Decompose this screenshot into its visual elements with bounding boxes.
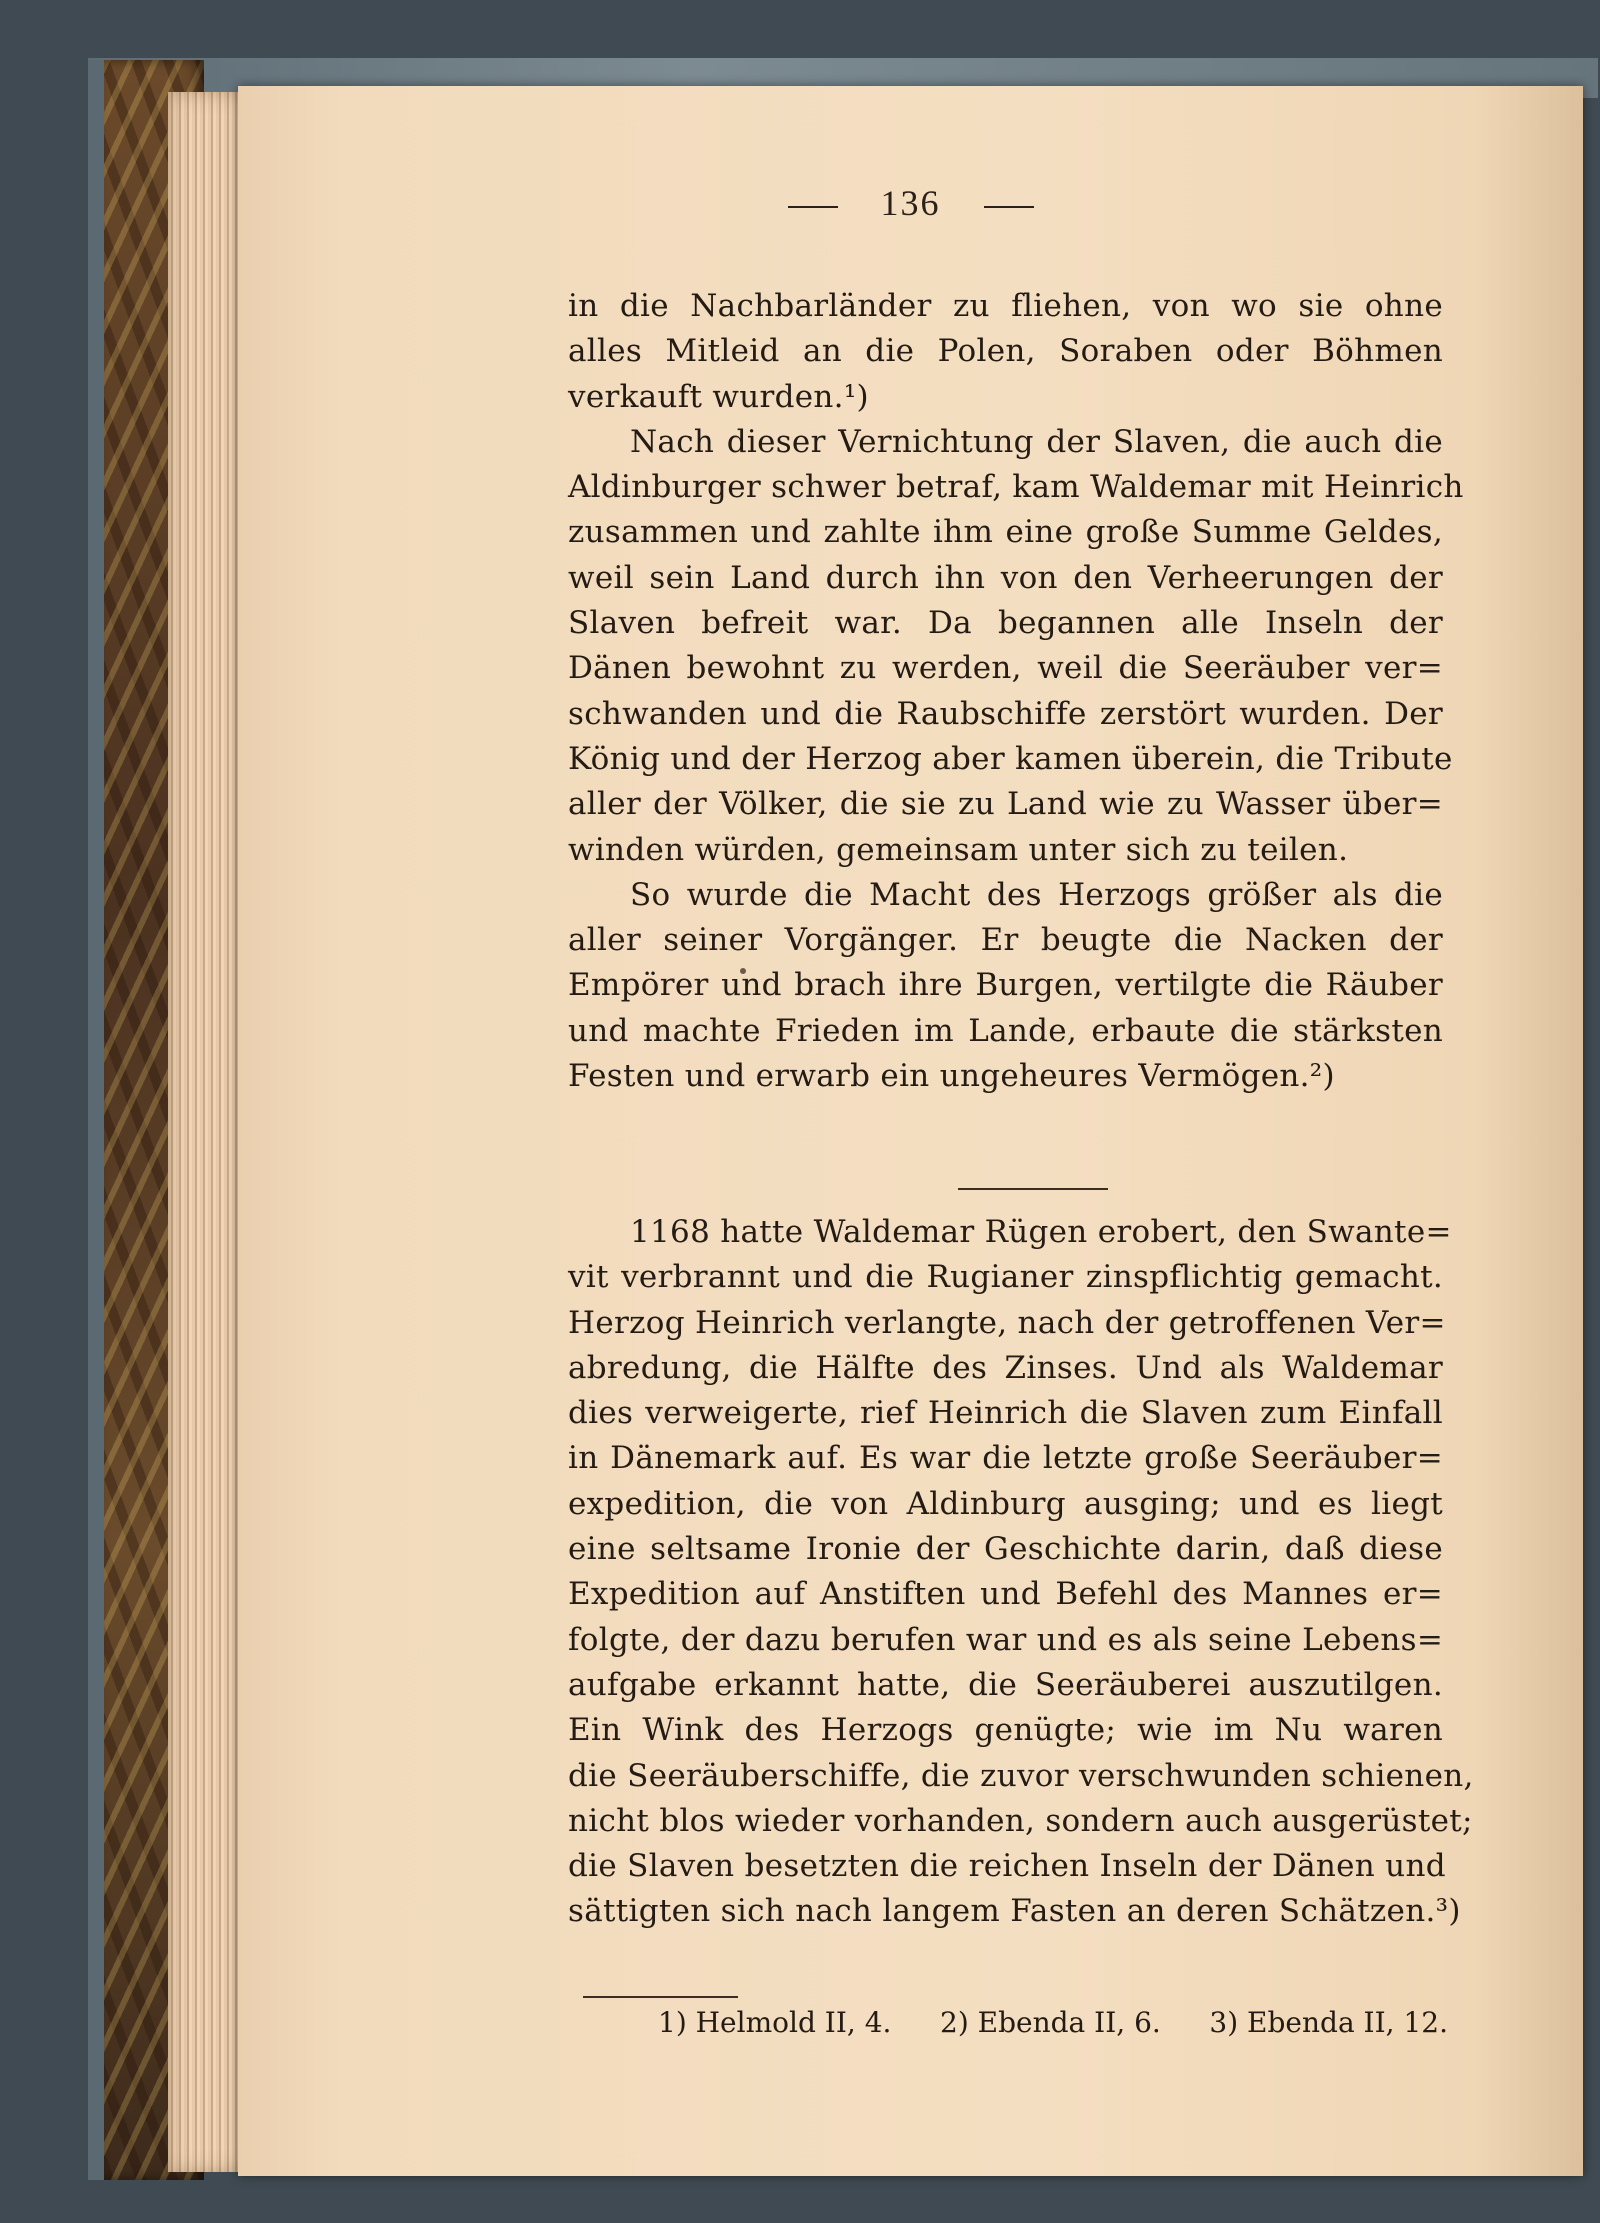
text-line: in Dänemark auf. Es war die letzte große Seeräuber= [568, 1440, 1443, 1477]
section-divider [958, 1188, 1108, 1190]
text-line: expedition, die von Aldinburg ausging; und es liegt [568, 1485, 1443, 1522]
text-line: dies verweigerte, rief Heinrich die Slaven zum Einfall [568, 1395, 1443, 1432]
text-line: Nach dieser Vernichtung der Slaven, die auch die [630, 423, 1443, 460]
text-line: aller der Völker, die sie zu Land wie zu Wasser über= [568, 786, 1443, 823]
second-text-block [568, 1210, 1474, 1935]
footnotes [658, 2006, 1448, 2039]
footnote-1: 1) Helmold II, 4. [658, 2006, 892, 2039]
book-page [238, 86, 1583, 2176]
text-line: und machte Frieden im Lande, erbaute die stärksten [568, 1012, 1443, 1049]
text-line: verkauft wurden.¹) [568, 378, 869, 415]
text-line: zusammen und zahlte ihm eine große Summe Geldes, [568, 514, 1443, 551]
text-line: schwanden und die Raubschiffe zerstört wurden. Der [568, 695, 1443, 732]
footnote-rule [583, 1996, 738, 1998]
text-line: König und der Herzog aber kamen überein, die Tribute [568, 740, 1453, 777]
text-line: vit verbrannt und die Rugianer zinspflichtig gemacht. [568, 1259, 1443, 1296]
text-line: Empörer und brach ihre Burgen, vertilgte die Räuber [568, 967, 1443, 1004]
main-text-block [568, 284, 1464, 1099]
text-line: Expedition auf Anstiften und Befehl des Mannes er= [568, 1576, 1443, 1613]
text-line: So wurde die Macht des Herzogs größer als die [630, 876, 1443, 913]
text-line: aller seiner Vorgänger. Er beugte die Nacken der [568, 922, 1443, 959]
text-line: aufgabe erkannt hatte, die Seeräuberei auszutilgen. [568, 1666, 1443, 1703]
text-line: alles Mitleid an die Polen, Soraben oder Böhmen [568, 333, 1443, 370]
footnote-3: 3) Ebenda II, 12. [1209, 2006, 1448, 2039]
text-line: eine seltsame Ironie der Geschichte darin, daß diese [568, 1531, 1443, 1568]
text-line: Herzog Heinrich verlangte, nach der getroffenen Ver= [568, 1304, 1446, 1341]
header-dash-left [788, 206, 838, 208]
text-line: nicht blos wieder vorhanden, sondern auch ausgerüstet; [568, 1802, 1473, 1839]
text-line: winden würden, gemeinsam unter sich zu teilen. [568, 831, 1349, 868]
text-line: Aldinburger schwer betraf, kam Waldemar mit Heinrich [568, 469, 1464, 506]
footnote-2: 2) Ebenda II, 6. [940, 2006, 1161, 2039]
page-header [238, 182, 1583, 224]
text-line: die Seeräuberschiffe, die zuvor verschwunden schienen, [568, 1757, 1474, 1794]
header-dash-right [984, 206, 1034, 208]
text-line: Slaven befreit war. Da begannen alle Inseln der [568, 605, 1443, 642]
text-line: Ein Wink des Herzogs genügte; wie im Nu waren [568, 1712, 1443, 1749]
text-line: Dänen bewohnt zu werden, weil die Seeräuber ver= [568, 650, 1443, 687]
text-line: weil sein Land durch ihn von den Verheerungen der [568, 559, 1443, 596]
text-line: folgte, der dazu berufen war und es als seine Lebens= [568, 1621, 1444, 1658]
page-number: 136 [880, 183, 941, 223]
text-line: in die Nachbarländer zu fliehen, von wo sie ohne [568, 288, 1443, 324]
text-line: die Slaven besetzten die reichen Inseln der Dänen und [568, 1848, 1446, 1885]
text-line: Festen und erwarb ein ungeheures Vermögen.²) [568, 1058, 1335, 1095]
text-line: 1168 hatte Waldemar Rügen erobert, den Swante= [630, 1214, 1452, 1250]
text-line: abredung, die Hälfte des Zinses. Und als Waldemar [568, 1349, 1443, 1386]
text-line: sättigten sich nach langem Fasten an deren Schätzen.³) [568, 1893, 1461, 1930]
